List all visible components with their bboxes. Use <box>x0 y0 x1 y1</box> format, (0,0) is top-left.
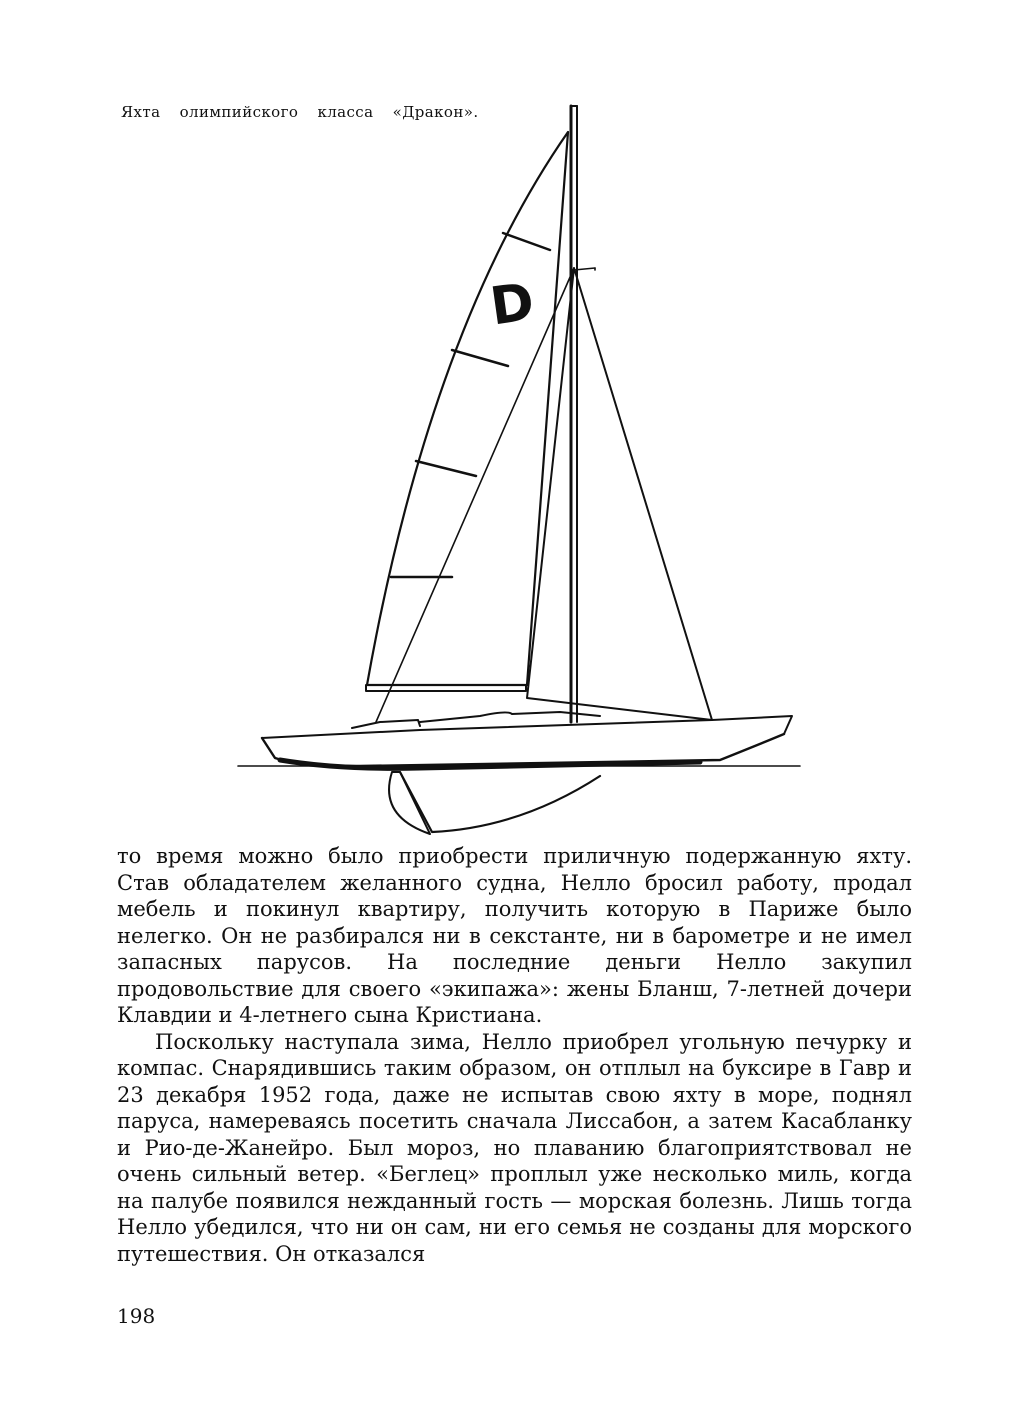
sail-batten <box>452 350 508 366</box>
keel <box>400 772 600 832</box>
rigging <box>376 268 574 722</box>
sail-batten <box>503 233 550 250</box>
sail-letter: D <box>486 272 538 338</box>
sail-batten <box>416 461 476 476</box>
deck <box>262 716 792 738</box>
jib <box>527 268 712 720</box>
body-text <box>117 843 912 1267</box>
figure-caption: Яхта олимпийского класса «Дракон». <box>121 103 479 121</box>
hull-stripe <box>280 760 700 768</box>
page-number: 198 <box>117 1304 156 1328</box>
hull <box>262 734 784 766</box>
paragraph: Поскольку наступала зима, Нелло приобрел угольную печурку и компас. Снарядившись таким образом, он отплыл на буксире в Гавр и 23 декабря 1952 года, даже не испытав свою яхту в море, поднял паруса, намереваясь посетить сначала Лиссабон, а затем Касабланку и Рио-де-Жанейро. Был мороз, но плаванию благоприятствовал не очень сильный ветер. «Беглец» проплыл уже несколько миль, когда на палубе появился нежданный гость — морская болезнь. Лишь тогда Нелло убедился, что ни он сам, ни его семья не созданы для морского путешествия. Он отказался <box>117 1029 912 1266</box>
cabin <box>420 712 600 722</box>
paragraph: то время можно было приобрести приличную подержанную яхту. Став обладателем желанного судна, Нелло бросил работу, продал мебель и покинул квартиру, получить которую в Париже было нелегко. Он не разбирался ни в секстанте, ни в барометре и не имел запасных парусов. На последние деньги Нелло закупил продовольствие для своего «экипажа»: жены Бланш, 7-летней дочери Клавдии и 4-летнего сына Кристиана. <box>117 844 912 1027</box>
cockpit <box>352 720 420 728</box>
rudder <box>389 772 430 834</box>
